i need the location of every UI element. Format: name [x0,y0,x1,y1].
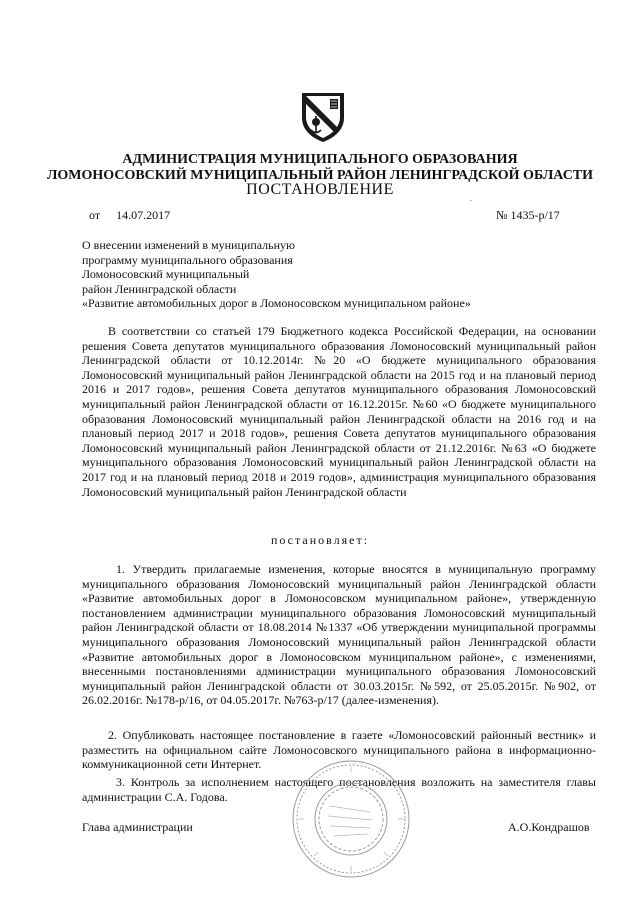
date-value: 14.07.2017 [116,208,171,222]
resolve-heading: постановляет: [270,533,370,547]
subject-line: район Ленинградской области [82,281,237,296]
item-3-paragraph: 3. Контроль за исполнением настоящего постановления возложить на заместителя главы администрации С.А. Годова. [82,775,596,804]
date-prefix: от [89,208,101,222]
document-number: № 1435-р/17 [496,208,560,222]
document-subject [82,238,471,311]
subject-line: программу муниципального образования [82,252,293,267]
item-1-paragraph: 1. Утвердить прилагаемые изменения, которые вносятся в муниципальную программу муниципального образования Ломоносовский муниципальный район Ленинградской области «Развитие автомобильных дорог в Ломоносовском муниципальном районе», утвержденную постановлением администрации муниципального образования Ломоносовский муниципальный район Ленинградской области от 18.08.2014 №1337 «Об утверждении муниципальной программы муниципального образования Ломоносовский муниципальный район Ленинградской области «Развитие автомобильных дорог в Ломоносовском муниципальном районе», с изменениями, внесенными постановлениями администрации муниципального образования Ломоносовский муниципальный район Ленинградской области от 30.03.2015г. №592, от 25.05.2015г. №902, от 26.02.2016г. №178-р/16, от 04.05.2017г. №763-р/17 (далее-изменения). [82,562,596,708]
subject-line: О внесении изменений в муниципальную [82,238,296,252]
signatory-name: А.О.Кондрашов [508,820,590,834]
scan-speck [470,200,472,201]
preamble-paragraph: В соответствии со статьей 179 Бюджетного кодекса Российской Федерации, на основании решения Совета депутатов муниципального образования Ломоносовский муниципальный район Ленинградской области от 10.12.2014г. №20 «О бюджете муниципального образования Ломоносовский муниципальный район Ленинградской области на 2015 год и на плановый период 2016 и 2017 годов», решения Совета депутатов муниципального образования Ломоносовский муниципальный район Ленинградской области от 16.12.2015г. №60 «О бюджете муниципального образования Ломоносовский муниципальный район Ленинградской области на 2016 год и на плановый период 2017 и 2018 годов», решения Совета депутатов муниципального образования Ломоносовский муниципальный район Ленинградской области от 21.12.2016г. №63 «О бюджете муниципального образования Ломоносовский муниципальный район Ленинградской области на 2017 год и на плановый период 2018 и 2019 годов», администрация муниципального образования Ломоносовский муниципальный район Ленинградской области [82,324,596,499]
coat-of-arms-emblem [296,90,350,144]
document-date [89,208,170,223]
organization-name-line-1: АДМИНИСТРАЦИЯ МУНИЦИПАЛЬНОГО ОБРАЗОВАНИЯ [122,152,518,167]
organization-name-line-2: ЛОМОНОСОВСКИЙ МУНИЦИПАЛЬНЫЙ РАЙОН ЛЕНИНГРАДСКОЙ ОБЛАСТИ [46,168,594,183]
document-type-title: ПОСТАНОВЛЕНИЕ [246,181,394,198]
subject-line: «Развитие автомобильных дорог в Ломоносовском муниципальном районе» [82,296,471,311]
subject-line: Ломоносовский муниципальный [82,267,250,282]
official-seal-stamp [290,758,412,880]
signatory-title: Глава администрации [82,820,193,834]
item-2-paragraph: 2. Опубликовать настоящее постановление в газете «Ломоносовский районный вестник» и разместить на официальном сайте Ломоносовского муниципального района в информационно-коммуникационной сети Интернет. [82,728,596,772]
